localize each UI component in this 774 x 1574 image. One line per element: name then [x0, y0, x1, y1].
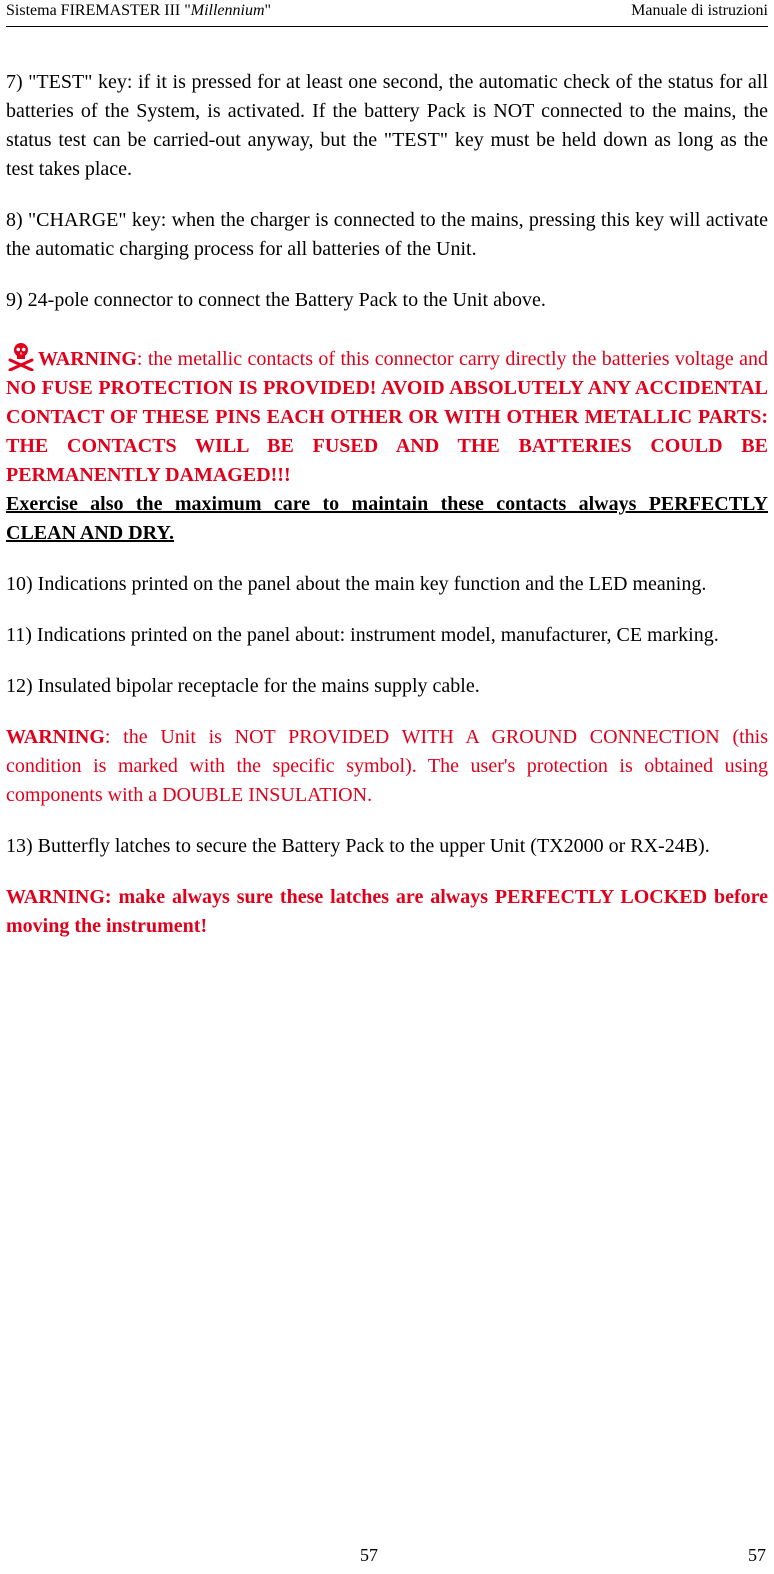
warning-caps-text: NO FUSE PROTECTION IS PROVIDED! AVOID ABSOLUTELY ANY ACCIDENTAL CONTACT OF THESE PINS EACH OTHER OR WITH OTHER METALLIC PARTS: THE CONTACTS WILL BE FUSED AND THE BATTERIES COULD BE PERMANENTLY DAMAGED!!! [6, 377, 768, 486]
item-12-paragraph: 12) Insulated bipolar receptacle for the mains supply cable. [6, 675, 480, 697]
header-document-title: Sistema FIREMASTER III "Millennium" [6, 2, 272, 19]
item-8-paragraph: 8) "CHARGE" key: when the charger is connected to the mains, pressing this key will activate the automatic charging process for all batteries of the Unit. [6, 209, 768, 260]
item-7-paragraph: 7) "TEST" key: if it is pressed for at least one second, the automatic check of the status for all batteries of the System, is activated. If the battery Pack is NOT connected to the mains, the status test can be carried-out anyway, but the "TEST" key must be held down as long as the test takes place. [6, 71, 768, 180]
page-number-right: 57 [748, 1545, 766, 1565]
warning-text: : the metallic contacts of this connector carry directly the batteries voltage and [136, 348, 768, 370]
item-13-paragraph: 13) Butterfly latches to secure the Battery Pack to the upper Unit (TX2000 or RX-24B). [6, 835, 710, 857]
warning-label: WARNING [6, 726, 105, 748]
page-header [6, 0, 768, 27]
warning-label: WARNING [38, 348, 137, 370]
header-manual-title: Manuale di istruzioni [631, 2, 768, 19]
skull-crossbones-icon [6, 341, 36, 371]
connector-warning [6, 341, 768, 548]
care-instruction: Exercise also the maximum care to maintain these contacts always PERFECTLY CLEAN AND DRY. [6, 493, 768, 544]
item-10-paragraph: 10) Indications printed on the panel about the main key function and the LED meaning. [6, 573, 707, 595]
item-9-paragraph: 9) 24-pole connector to connect the Battery Pack to the Unit above. [6, 289, 546, 311]
page-number-center: 57 [360, 1545, 378, 1565]
item-11-paragraph: 11) Indications printed on the panel about: instrument model, manufacturer, CE marking. [6, 624, 719, 646]
warning-text: : the Unit is NOT PROVIDED WITH A GROUND CONNECTION (this condition is marked with the specific symbol). The user's protection is obtained using components with a DOUBLE INSULATION. [6, 726, 768, 806]
latch-warning: WARNING: make always sure these latches are always PERFECTLY LOCKED before moving the instrument! [6, 886, 768, 937]
page-footer [0, 1543, 774, 1569]
ground-warning [6, 723, 768, 810]
page-body [6, 68, 768, 963]
